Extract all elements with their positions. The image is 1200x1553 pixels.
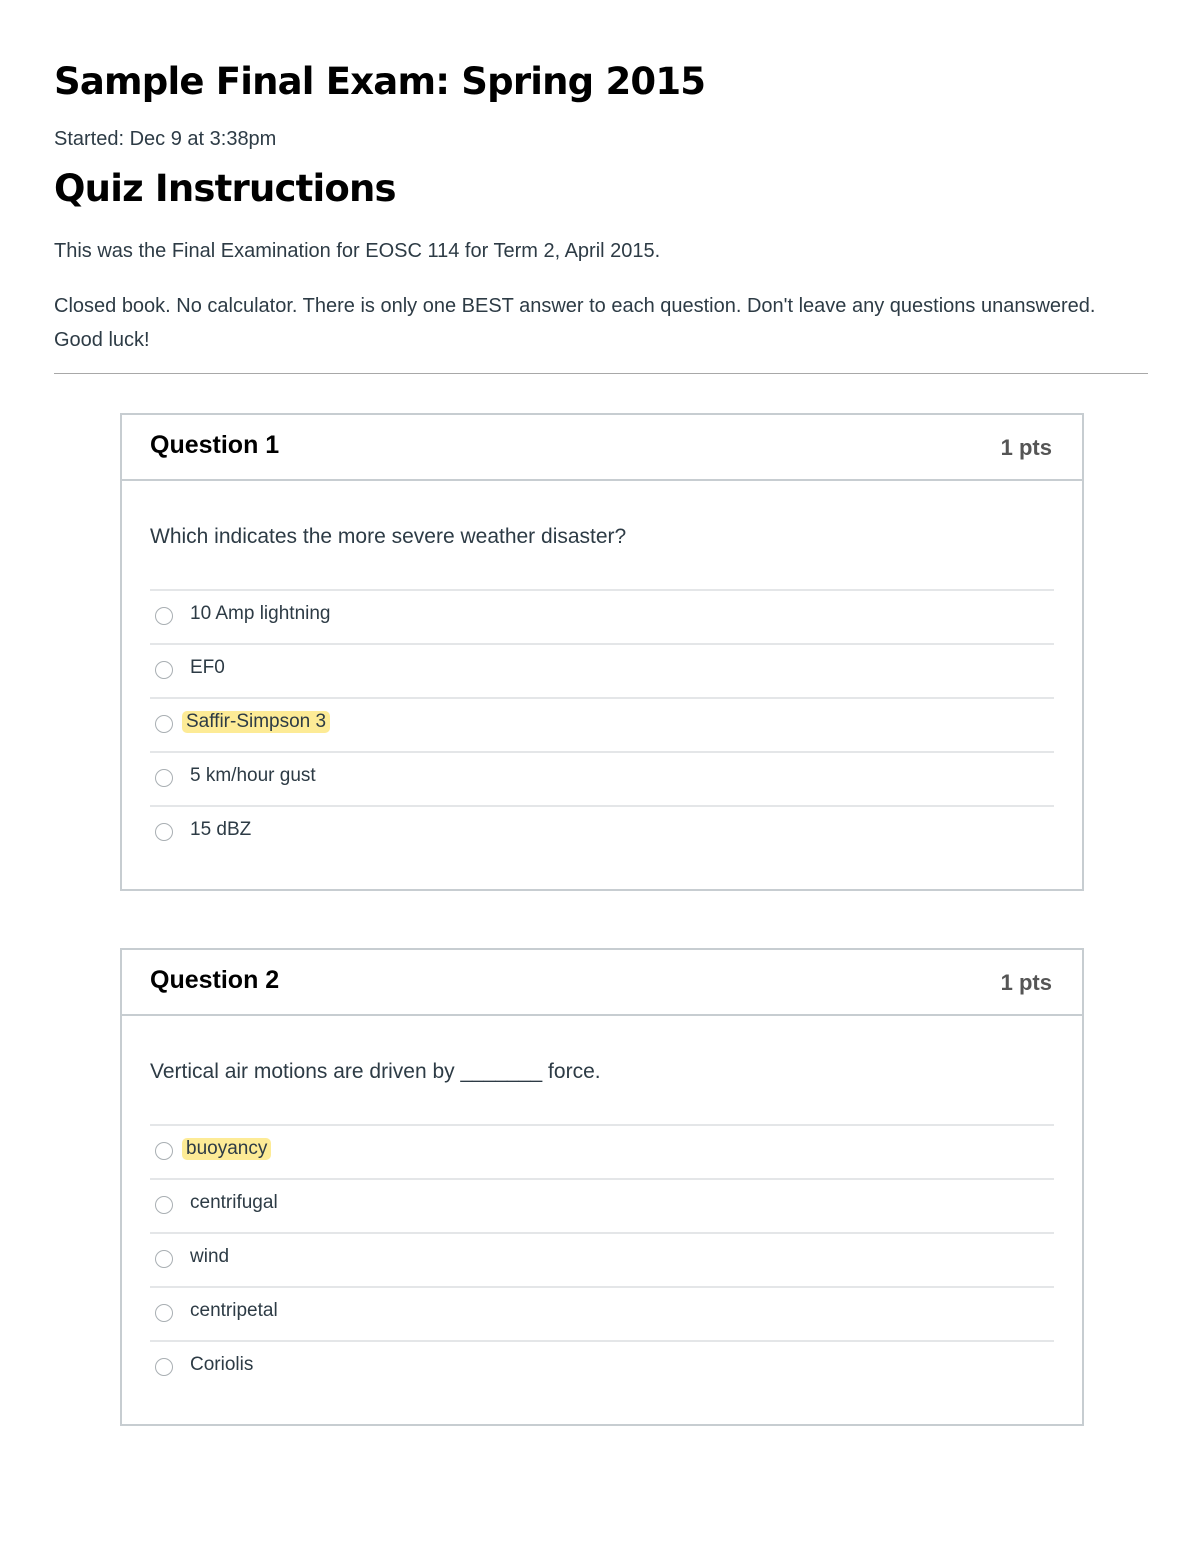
answer-option[interactable] <box>150 643 1054 697</box>
question-card-2 <box>120 948 1084 1426</box>
answer-option[interactable] <box>150 1286 1054 1340</box>
answer-option[interactable] <box>150 1232 1054 1286</box>
answer-label[interactable]: buoyancy <box>182 1138 271 1160</box>
answer-list <box>150 589 1054 859</box>
answer-label[interactable]: EF0 <box>190 657 225 678</box>
answer-option[interactable] <box>150 697 1054 751</box>
answer-option[interactable] <box>150 589 1054 643</box>
answer-label[interactable]: Saffir-Simpson 3 <box>182 711 330 733</box>
radio-button[interactable] <box>155 715 173 733</box>
answer-list <box>150 1124 1054 1394</box>
answer-label[interactable]: Coriolis <box>190 1354 254 1375</box>
answer-label[interactable]: 15 dBZ <box>190 819 252 840</box>
instructions-heading: Quiz Instructions <box>54 167 396 210</box>
instructions-paragraph-1: This was the Final Examination for EOSC 114 for Term 2, April 2015. <box>54 240 661 262</box>
radio-button[interactable] <box>155 1250 173 1268</box>
question-points: 1 pts <box>1000 970 1052 995</box>
answer-label[interactable]: centripetal <box>190 1300 278 1321</box>
answer-option[interactable] <box>150 1124 1054 1178</box>
question-card-1 <box>120 413 1084 891</box>
question-text: Vertical air motions are driven by _______ force. <box>150 1060 601 1083</box>
answer-label[interactable]: 10 Amp lightning <box>190 603 331 624</box>
divider <box>54 373 1148 374</box>
answer-label[interactable]: 5 km/hour gust <box>190 765 316 786</box>
radio-button[interactable] <box>155 823 173 841</box>
radio-button[interactable] <box>155 661 173 679</box>
instructions-paragraph-2: Closed book. No calculator. There is only one BEST answer to each question. Don't leave any questions unanswered. Good luck! <box>54 295 1096 351</box>
answer-option[interactable] <box>150 751 1054 805</box>
question-text: Which indicates the more severe weather disaster? <box>150 525 627 548</box>
question-header <box>122 950 1082 1016</box>
answer-label[interactable]: wind <box>190 1246 230 1267</box>
answer-label[interactable]: centrifugal <box>190 1192 278 1213</box>
radio-button[interactable] <box>155 1304 173 1322</box>
answer-option[interactable] <box>150 1340 1054 1394</box>
answer-option[interactable] <box>150 1178 1054 1232</box>
page-title: Sample Final Exam: Spring 2015 <box>54 60 706 103</box>
radio-button[interactable] <box>155 607 173 625</box>
question-number: Question 1 <box>150 431 280 459</box>
radio-button[interactable] <box>155 769 173 787</box>
question-points: 1 pts <box>1000 435 1052 460</box>
radio-button[interactable] <box>155 1196 173 1214</box>
radio-button[interactable] <box>155 1358 173 1376</box>
started-timestamp: Started: Dec 9 at 3:38pm <box>54 128 277 150</box>
question-header <box>122 415 1082 481</box>
question-number: Question 2 <box>150 966 280 994</box>
answer-option[interactable] <box>150 805 1054 859</box>
radio-button[interactable] <box>155 1142 173 1160</box>
